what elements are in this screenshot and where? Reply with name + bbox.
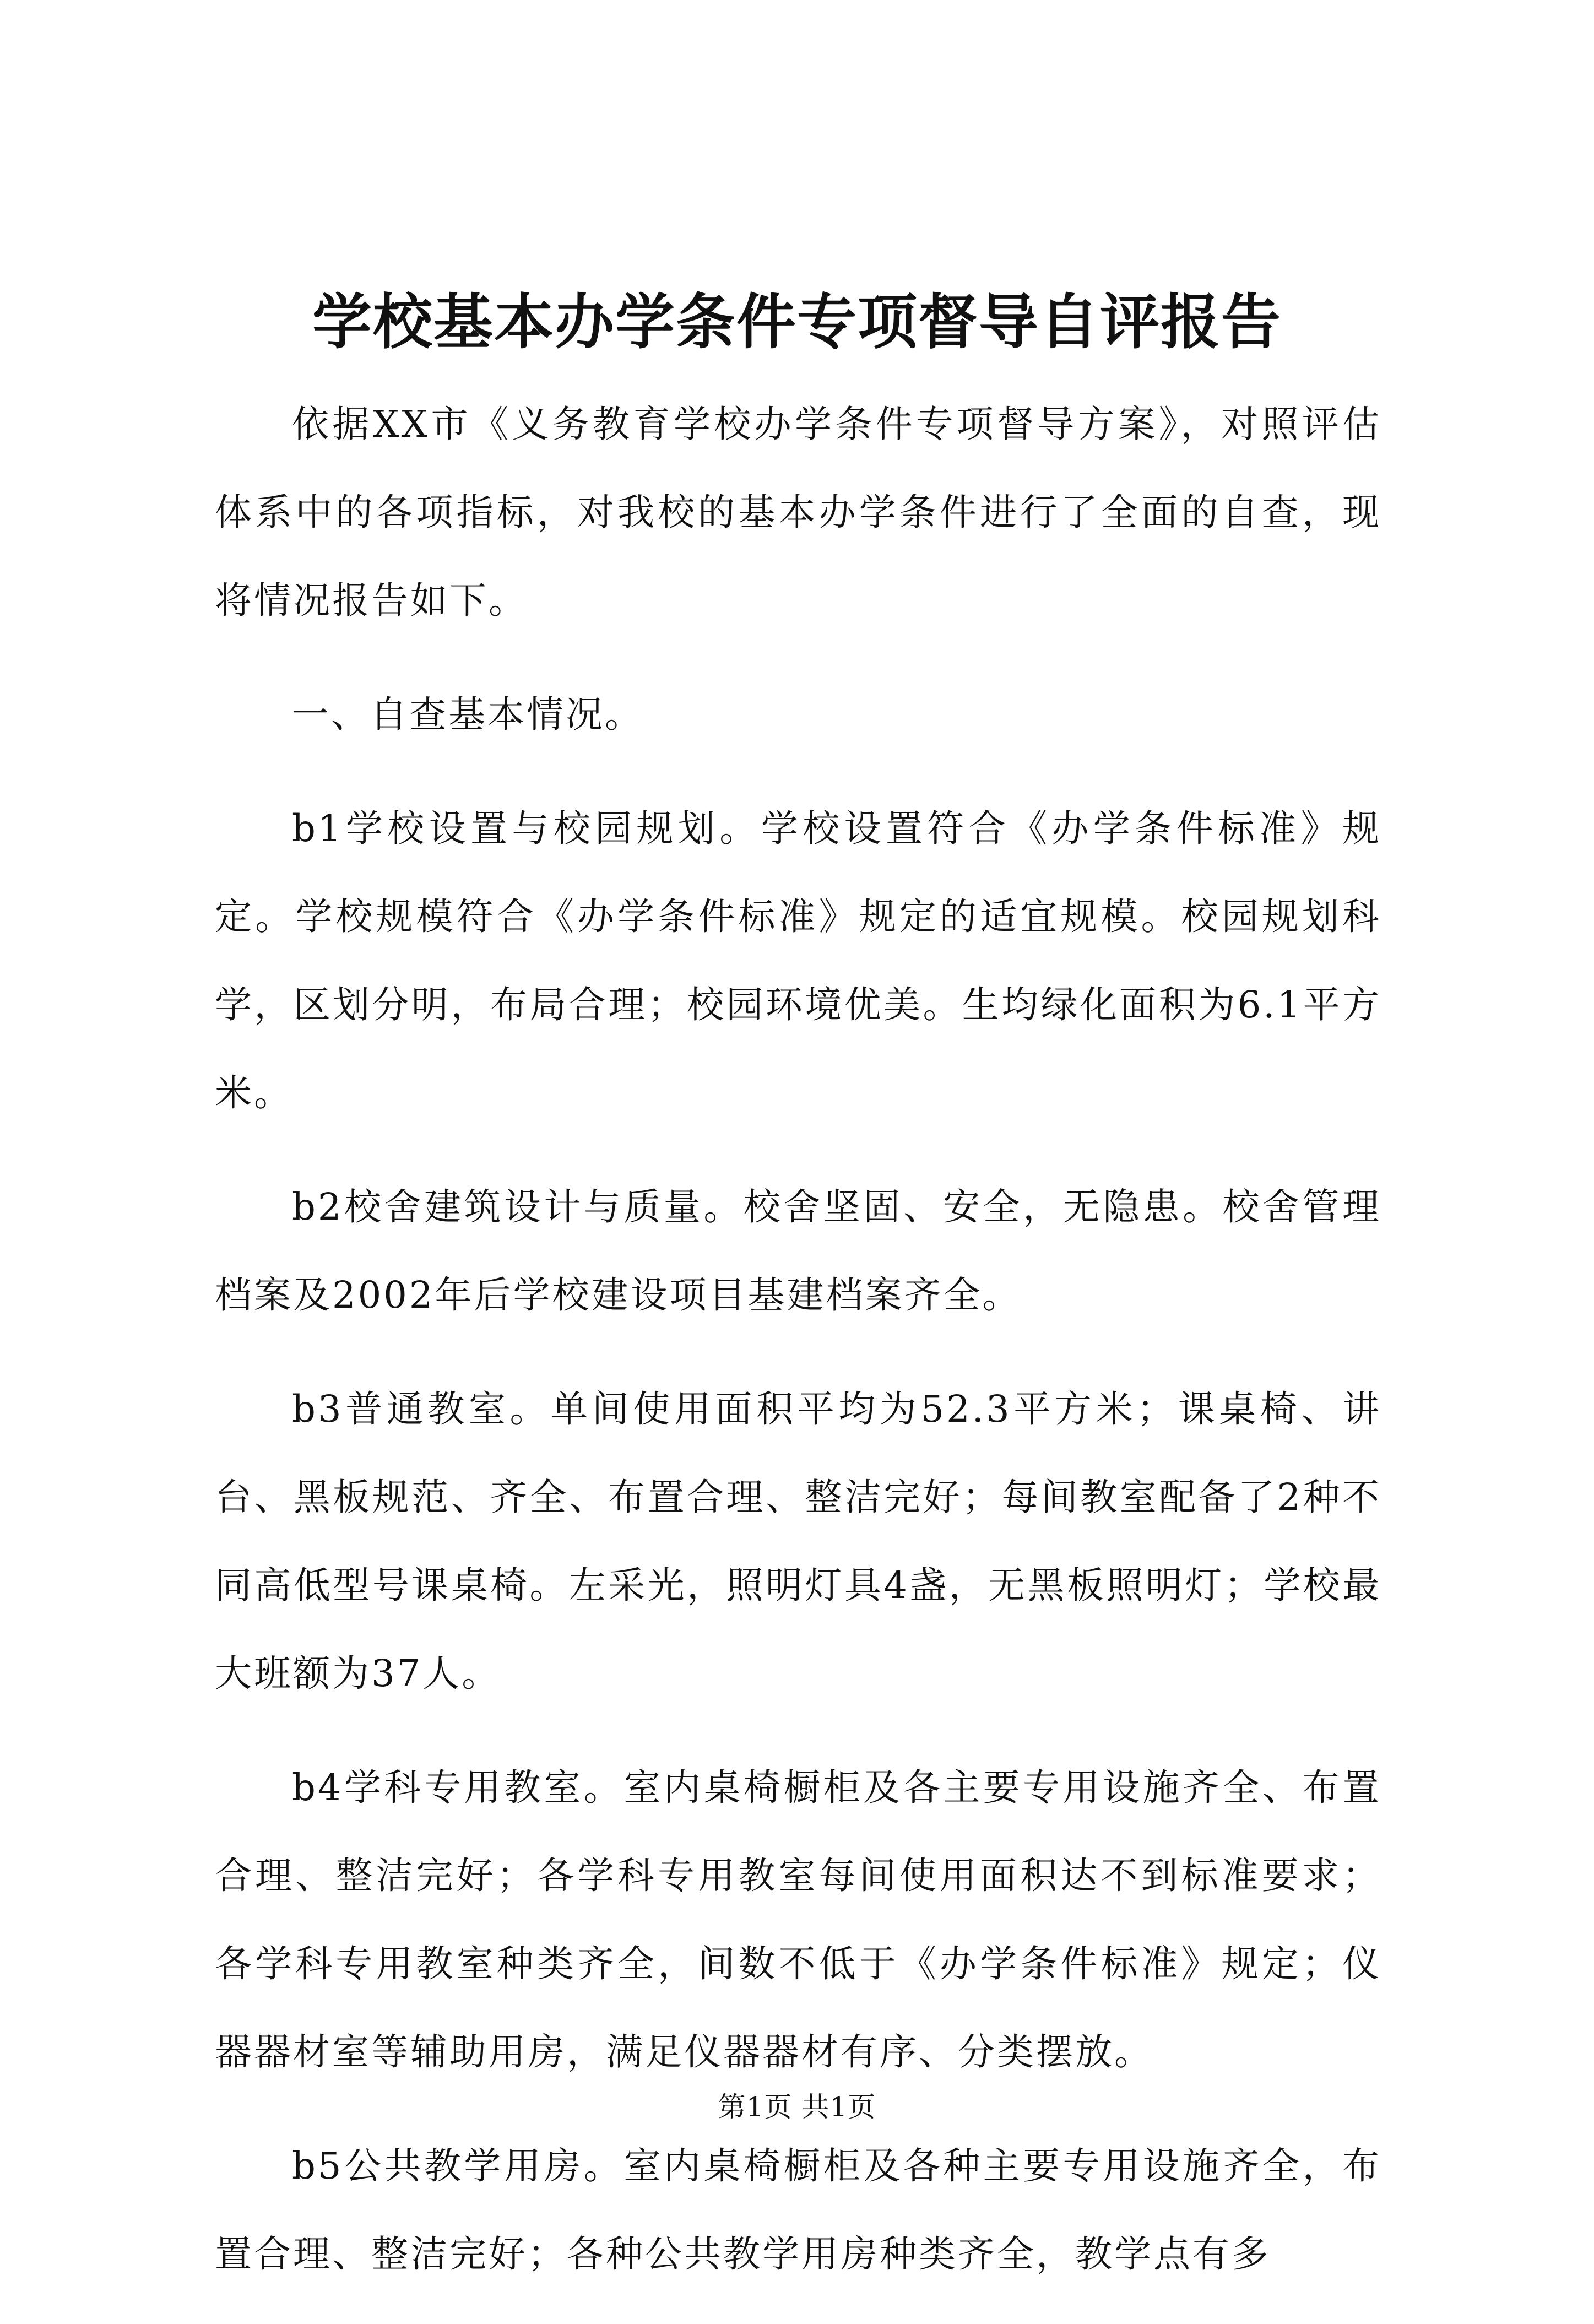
section-heading-self-check: 一、自查基本情况。: [292, 693, 644, 736]
paragraph-b4: b4学科专用教室。室内桌椅橱柜及各主要专用设施齐全、布置合理、整洁完好；各学科专用教室每间使用面积达不到标准要求；各学科专用教室种类齐全，间数不低于《办学条件标准》规定；仪器器材室等辅助用房，满足仪器器材有序、分类摆放。: [215, 1766, 1381, 2073]
paragraph-intro: 依据XX市《义务教育学校办学条件专项督导方案》，对照评估体系中的各项指标，对我校的基本办学条件进行了全面的自查，现将情况报告如下。: [215, 403, 1381, 622]
paragraph-b5: b5公共教学用房。室内桌椅橱柜及各种主要专用设施齐全，布置合理、整洁完好；各种公共教学用房种类齐全，教学点有多: [215, 2144, 1381, 2276]
paragraph-b2: b2校舍建筑设计与质量。校舍坚固、安全，无隐患。校舍管理档案及2002年后学校建设项目基建档案齐全。: [215, 1185, 1381, 1317]
paragraph-b3: b3普通教室。单间使用面积平均为52.3平方米；课桌椅、讲台、黑板规范、齐全、布置合理、整洁完好；每间教室配备了2种不同高低型号课桌椅。左采光，照明灯具4盏，无黑板照明灯；学校最大班额为37人。: [215, 1388, 1381, 1695]
paragraph-b1: b1学校设置与校园规划。学校设置符合《办学条件标准》规定。学校规模符合《办学条件标准》规定的适宜规模。校园规划科学，区划分明，布局合理；校园环境优美。生均绿化面积为6.1平方米。: [215, 807, 1381, 1114]
document-body: [215, 380, 1381, 2324]
document-title: 学校基本办学条件专项督导自评报告: [312, 288, 1282, 357]
page-footer: 第1页 共1页: [718, 2091, 876, 2123]
